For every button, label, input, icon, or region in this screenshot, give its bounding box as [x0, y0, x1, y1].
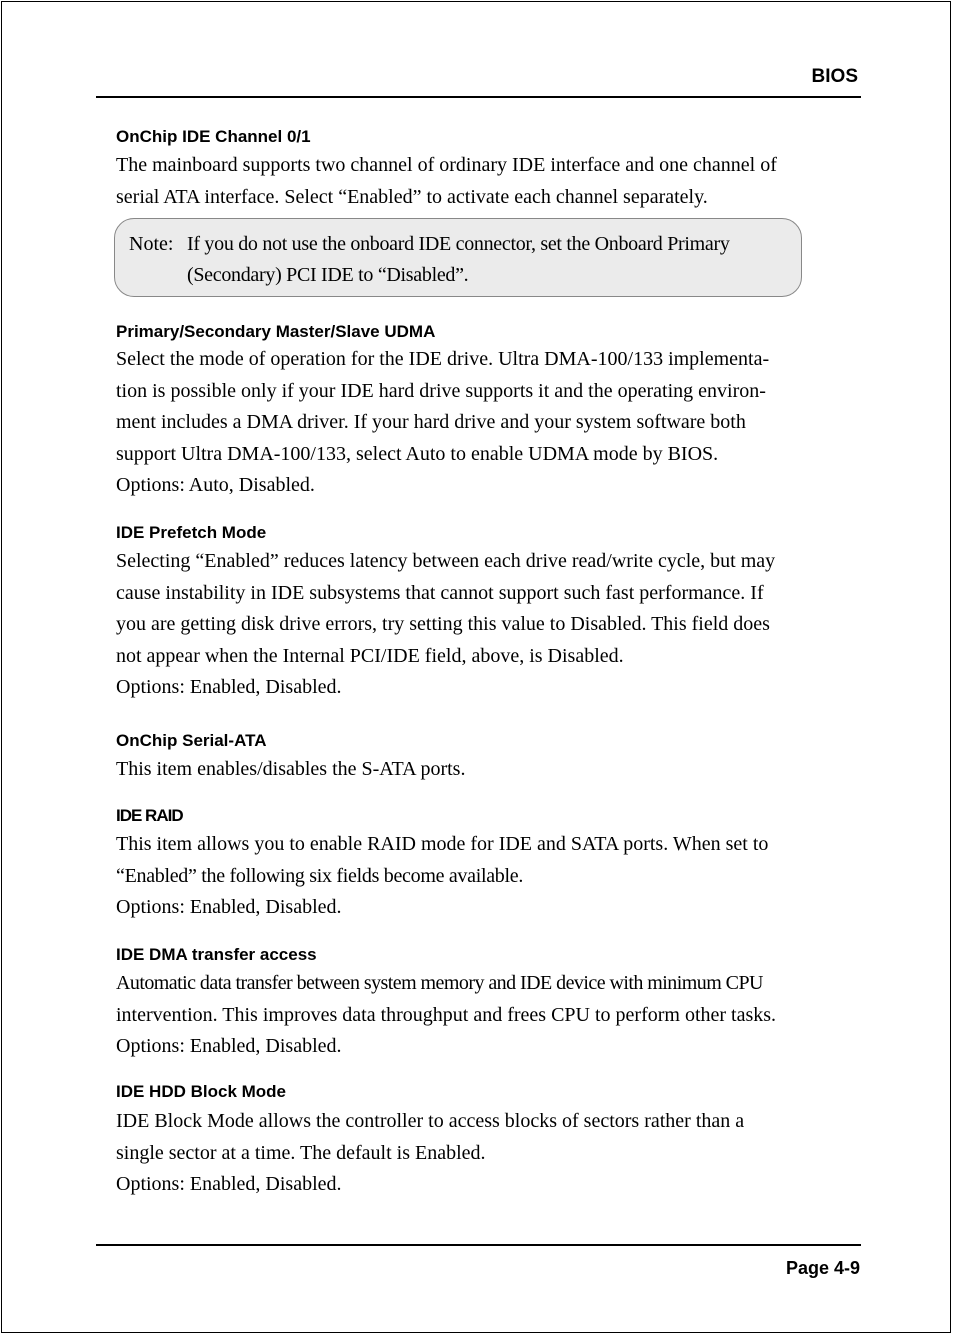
section-body-onchip-serial-ata [116, 754, 861, 786]
section-heading-ide-dma-transfer-access: IDE DMA transfer access [116, 945, 317, 964]
section-body-onchip-ide-channel [116, 150, 861, 213]
body-line: Automatic data transfer between system memory and IDE device with minimum CPU [116, 972, 763, 994]
body-line: The mainboard supports two channel of ordinary IDE interface and one channel of [116, 154, 777, 176]
footer-rule [96, 1244, 861, 1246]
body-line: not appear when the Internal PCI/IDE field, above, is Disabled. [116, 644, 624, 667]
page-header-title: BIOS [811, 66, 858, 87]
header-rule [96, 96, 861, 98]
section-body-ide-hdd-block-mode [116, 1106, 861, 1201]
body-line: serial ATA interface. Select “Enabled” to activate each channel separately. [116, 185, 708, 208]
body-line: “Enabled” the following six fields become available. [116, 864, 524, 887]
body-line: you are getting disk drive errors, try setting this value to Disabled. This field does [116, 613, 770, 636]
body-line: Selecting “Enabled” reduces latency between each drive read/write cycle, but may [116, 550, 776, 572]
body-line: Select the mode of operation for the IDE drive. Ultra DMA-100/133 implementa- [116, 348, 770, 370]
body-line: ment includes a DMA driver. If your hard drive and your system software both [116, 411, 746, 434]
body-line: Options: Enabled, Disabled. [116, 896, 342, 919]
body-line: Options: Enabled, Disabled. [116, 676, 342, 699]
note-line: (Secondary) PCI IDE to “Disabled”. [187, 264, 469, 286]
body-line: single sector at a time. The default is Enabled. [116, 1141, 486, 1164]
body-line: This item allows you to enable RAID mode for IDE and SATA ports. When set to [116, 833, 769, 855]
body-line: intervention. This improves data throughput and frees CPU to perform other tasks. [116, 1003, 777, 1026]
section-body-ide-prefetch-mode [116, 546, 861, 704]
section-heading-onchip-ide-channel: OnChip IDE Channel 0/1 [116, 127, 311, 146]
body-line: Options: Enabled, Disabled. [116, 1035, 342, 1058]
note-box [114, 218, 802, 297]
note-line: If you do not use the onboard IDE connector, set the Onboard Primary [187, 233, 730, 255]
page-number: Page 4-9 [785, 1258, 860, 1278]
body-line: support Ultra DMA-100/133, select Auto to enable UDMA mode by BIOS. [116, 442, 719, 465]
note-text [187, 229, 802, 291]
note-label: Note: [129, 233, 174, 255]
section-heading-ide-prefetch-mode: IDE Prefetch Mode [116, 523, 267, 542]
section-heading-ide-hdd-block-mode: IDE HDD Block Mode [116, 1082, 287, 1101]
section-heading-udma: Primary/Secondary Master/Slave UDMA [116, 322, 436, 341]
section-heading-ide-raid: IDE RAID [116, 806, 183, 825]
body-line: Options: Auto, Disabled. [116, 474, 315, 497]
body-line: Options: Enabled, Disabled. [116, 1173, 342, 1196]
section-heading-onchip-serial-ata: OnChip Serial-ATA [116, 731, 267, 750]
body-line: IDE Block Mode allows the controller to access blocks of sectors rather than a [116, 1110, 745, 1132]
body-line: This item enables/disables the S-ATA ports. [116, 758, 466, 780]
section-body-ide-dma-transfer-access [116, 968, 861, 1063]
body-line: cause instability in IDE subsystems that cannot support such fast performance. If [116, 581, 764, 604]
body-line: tion is possible only if your IDE hard drive supports it and the operating environ- [116, 379, 766, 402]
section-body-ide-raid [116, 829, 861, 924]
section-body-udma [116, 344, 861, 502]
